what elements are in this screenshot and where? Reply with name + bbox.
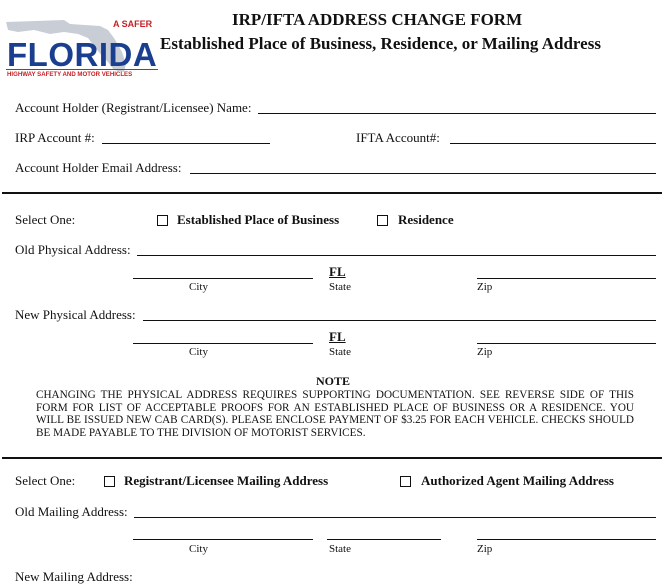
new-physical-street-field[interactable] [143, 320, 656, 321]
new-physical-city-caption: City [189, 346, 208, 358]
old-mailing-state-field[interactable] [327, 539, 441, 540]
holder-name-label: Account Holder (Registrant/Licensee) Name: [15, 100, 252, 115]
new-mailing-label: New Mailing Address: [15, 569, 133, 584]
old-physical-city-field[interactable] [133, 278, 313, 279]
logo-wordmark: FLORIDA [7, 36, 158, 73]
ifta-account-label: IFTA Account#: [356, 130, 440, 145]
old-physical-city-caption: City [189, 281, 208, 293]
old-physical-state-value: FL [329, 264, 346, 279]
logo-tagline-top: A SAFER [113, 19, 153, 29]
old-mailing-street-field[interactable] [134, 517, 656, 518]
old-mailing-zip-caption: Zip [477, 543, 493, 555]
holder-name-field[interactable] [258, 113, 656, 114]
new-physical-zip-field[interactable] [477, 343, 656, 344]
section-divider-2 [2, 457, 662, 459]
residence-checkbox[interactable] [377, 215, 388, 226]
fl-hsmv-logo [4, 16, 158, 80]
old-physical-zip-field[interactable] [477, 278, 656, 279]
new-physical-city-field[interactable] [133, 343, 313, 344]
old-mailing-city-caption: City [189, 543, 208, 555]
form-title: IRP/IFTA ADDRESS CHANGE FORM [232, 10, 523, 29]
old-physical-street-field[interactable] [137, 255, 656, 256]
old-mailing-label: Old Mailing Address: [15, 504, 128, 519]
irp-account-label: IRP Account #: [15, 130, 95, 145]
mailing-select-label: Select One: [15, 473, 76, 488]
logo-divider [6, 69, 158, 70]
registrant-mailing-checkbox[interactable] [104, 476, 115, 487]
new-physical-state-value: FL [329, 329, 346, 344]
old-mailing-zip-field[interactable] [477, 539, 656, 540]
new-physical-label: New Physical Address: [15, 307, 136, 322]
note-heading: NOTE [316, 374, 351, 388]
agent-mailing-option-label: Authorized Agent Mailing Address [421, 473, 614, 488]
note-text: CHANGING THE PHYSICAL ADDRESS REQUIRES SUPPORTING DOCUMENTATION. SEE REVERSE SIDE OF THIS FORM FOR LIST OF ACCEPTABLE PROOFS FOR AN ESTABLISHED PLACE OF BUSINESS OR A RESIDENCE. YOU WILL BE ISSUED NEW CAB CARD(S). PLEASE ENCLOSE PAYMENT OF $3.25 FOR EACH VEHICLE. CHECKS SHOULD BE MADE PAYABLE TO THE DIVISION OF MOTORIST SERVICES. [36, 389, 634, 439]
old-physical-label: Old Physical Address: [15, 242, 131, 257]
old-physical-zip-caption: Zip [477, 281, 493, 293]
email-label: Account Holder Email Address: [15, 160, 182, 175]
old-physical-state-caption: State [329, 281, 351, 293]
logo-tagline-bottom: HIGHWAY SAFETY AND MOTOR VEHICLES [7, 71, 133, 78]
residence-option-label: Residence [398, 212, 454, 227]
form-subtitle: Established Place of Business, Residence, or Mailing Address [160, 34, 601, 53]
old-mailing-city-field[interactable] [133, 539, 313, 540]
physical-select-label: Select One: [15, 212, 76, 227]
new-physical-zip-caption: Zip [477, 346, 493, 358]
irp-account-field[interactable] [102, 143, 270, 144]
email-field[interactable] [190, 173, 656, 174]
old-mailing-state-caption: State [329, 543, 351, 555]
agent-mailing-checkbox[interactable] [400, 476, 411, 487]
registrant-mailing-option-label: Registrant/Licensee Mailing Address [124, 473, 329, 488]
ifta-account-field[interactable] [450, 143, 656, 144]
business-option-label: Established Place of Business [177, 212, 340, 227]
business-checkbox[interactable] [157, 215, 168, 226]
new-physical-state-caption: State [329, 346, 351, 358]
section-divider [2, 192, 662, 194]
